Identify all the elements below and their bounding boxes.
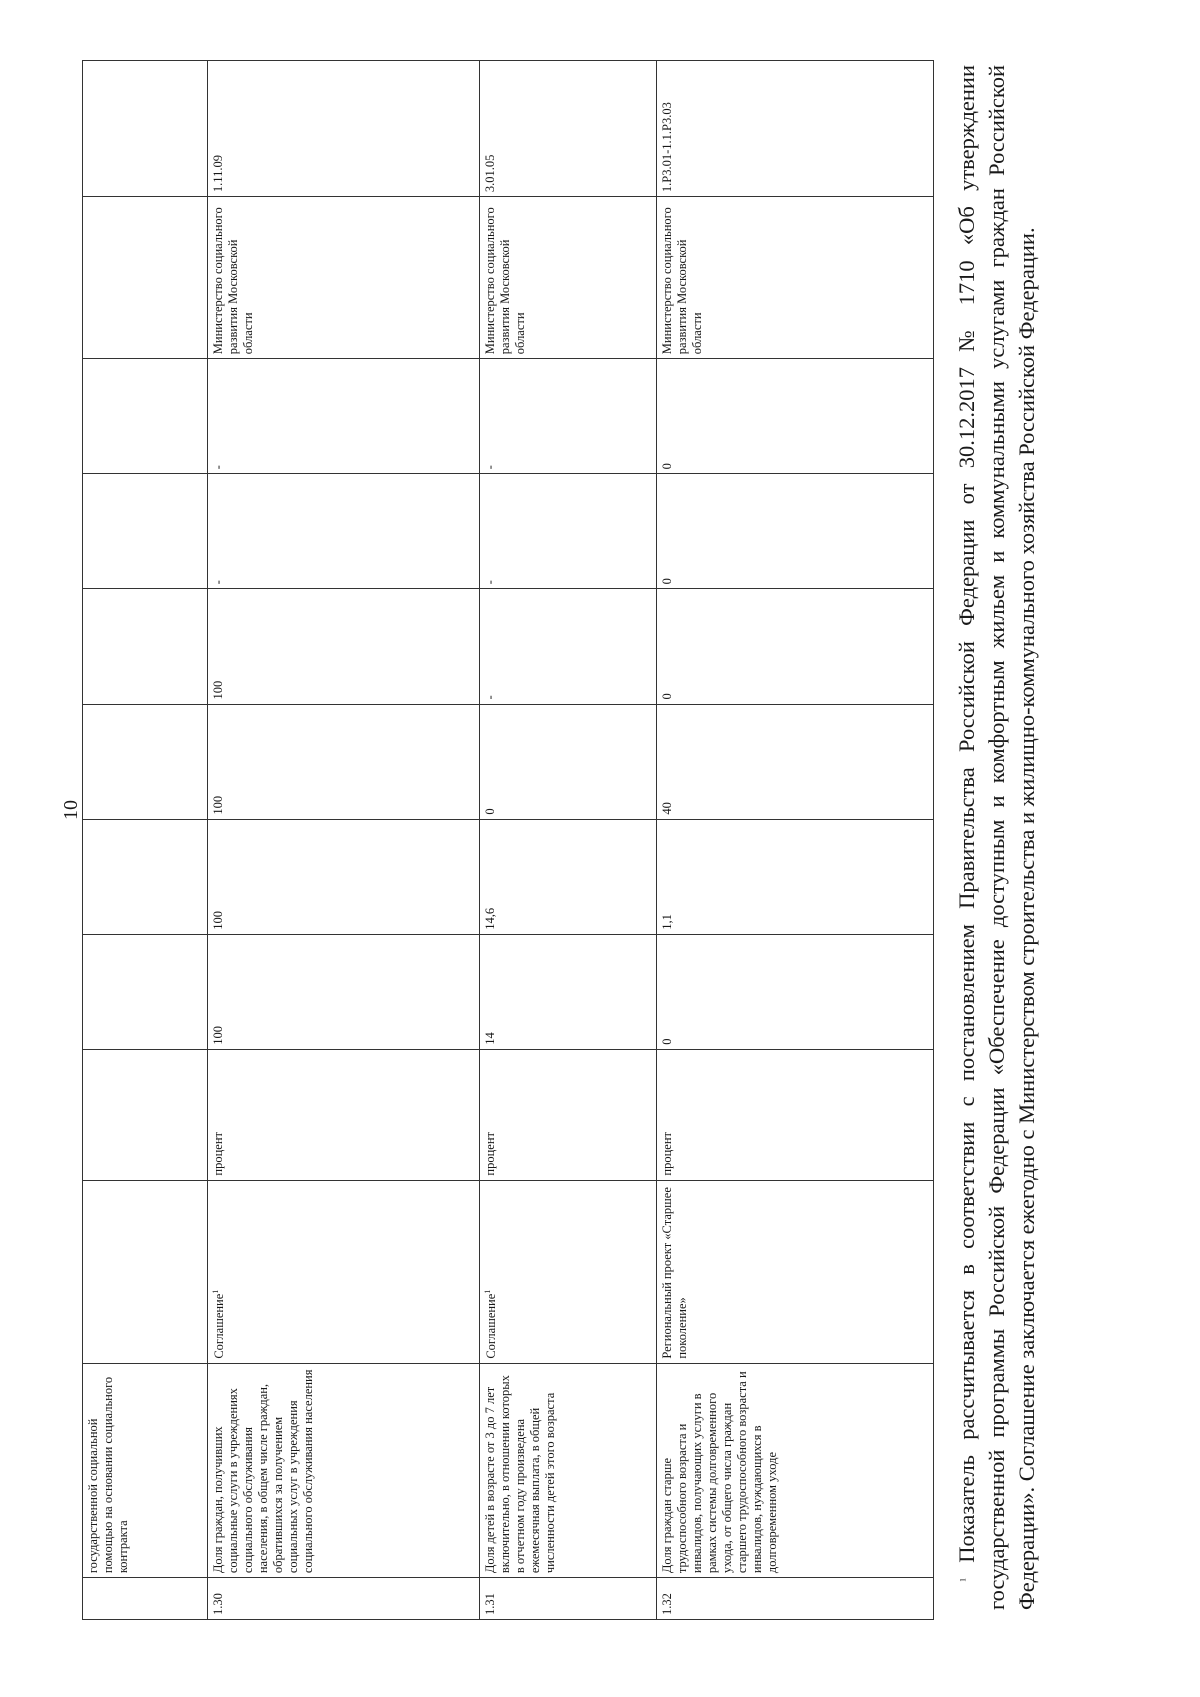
cell-value: 40 — [657, 704, 934, 819]
cell-unit: процент — [208, 1049, 480, 1180]
cell-code: 3.01.05 — [480, 61, 657, 197]
cell-value: 0 — [657, 474, 934, 589]
cell-source: Региональный проект «Старшее поколение» — [657, 1180, 934, 1363]
cell-value: - — [480, 359, 657, 474]
footnote-ref: 1 — [211, 1289, 220, 1294]
cell-responsible: Министерство социального развития Московской области — [208, 197, 480, 359]
cell-code: 1.P3.01-1.1.P3.03 — [657, 61, 934, 197]
table-row — [208, 61, 480, 1620]
rotated-page-content — [82, 60, 1072, 1620]
cell-responsible: Министерство социального развития Московской области — [657, 197, 934, 359]
cell-value: 14,6 — [480, 819, 657, 934]
cell-value: 100 — [208, 819, 480, 934]
cell-value: - — [480, 474, 657, 589]
cell-name: Доля детей в возрасте от 3 до 7 лет включительно, в отношении которых в отчетном году произведена ежемесячная выплата, в общей численности детей этого возраста — [480, 1363, 657, 1577]
cell-num: 1.31 — [480, 1578, 657, 1620]
cell-value: 0 — [657, 359, 934, 474]
cell-num: 1.30 — [208, 1578, 480, 1620]
cell-value: 100 — [208, 704, 480, 819]
cell-name: Доля граждан, получивших социальные услуги в учреждениях социального обслуживания населения, в общем числе граждан, обратившихся за получением социальных услуг в учреждения социального обслуживания населения — [208, 1363, 480, 1577]
indicators-table — [82, 60, 934, 1620]
table-row-continuation — [83, 61, 208, 1620]
cell-responsible: Министерство социального развития Московской области — [480, 197, 657, 359]
cell-source: Соглашение$^1$ — [480, 1180, 657, 1363]
cell-num: 1.32 — [657, 1578, 934, 1620]
cell-unit: процент — [480, 1049, 657, 1180]
cell-code: 1.11.09 — [208, 61, 480, 197]
cell-num — [83, 1578, 208, 1620]
footnote-ref: 1 — [483, 1289, 492, 1294]
footnote — [952, 65, 1042, 1610]
table-row — [480, 61, 657, 1620]
cell-value: 0 — [480, 704, 657, 819]
cell-name: Доля граждан старше трудоспособного возраста и инвалидов, получающих услуги в рамках системы долговременного ухода, от общего числа граждан старшего трудоспособного возраста и инвалидов, нуждающихся в долговременном уходе — [657, 1363, 934, 1577]
cell-value: 0 — [657, 934, 934, 1049]
cell-value: - — [208, 359, 480, 474]
cell-value: 100 — [208, 934, 480, 1049]
cell-value: 14 — [480, 934, 657, 1049]
cell-source: Соглашение$^1$ — [208, 1180, 480, 1363]
cell-unit: процент — [657, 1049, 934, 1180]
table-row — [657, 61, 934, 1620]
cell-value: - — [208, 474, 480, 589]
cell-value: 100 — [208, 589, 480, 704]
footnote-text: Показатель рассчитывается в соответствии с постановлением Правительства Российской Федерации от 30.12.2017 № 1710 «Об утверждении государственной программы Российской Федерации «Обеспечение доступным и комфортным жильем и коммунальными услугами граждан Российской Федерации». Соглашение заключается ежегодно с Министерством строительства и жилищно-коммунального хозяйства Российской Федерации. — [954, 65, 1039, 1610]
cell-value: - — [480, 589, 657, 704]
cell-value: 1,1 — [657, 819, 934, 934]
cell-name: государственной социальной помощью на основании социального контракта — [83, 1363, 208, 1577]
cell-value: 0 — [657, 589, 934, 704]
page-number: 10 — [60, 800, 82, 820]
footnote-marker: 1 — [958, 1578, 968, 1582]
